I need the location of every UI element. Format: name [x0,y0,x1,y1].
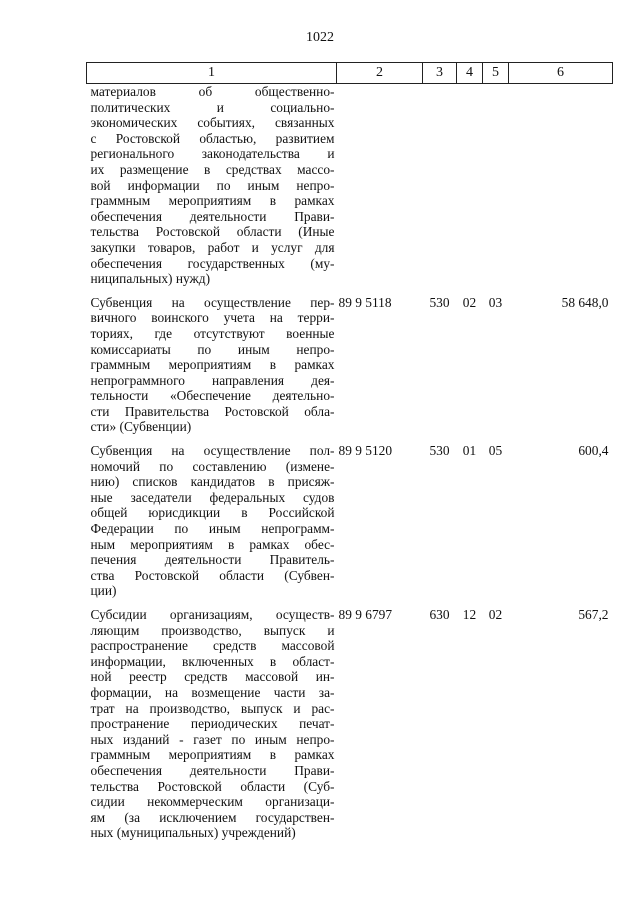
row-name-line: тельства Ростовской области (Суб- [90,778,335,794]
row-name-line: обеспечения деятельности Прави- [90,208,335,224]
row-name-line: сти Правительства Ростовской обла- [90,403,335,419]
row-name-line: формации, на возмещение части за- [90,684,335,700]
row-name-line: общей юрисдикции в Российской [90,505,335,521]
row-name-line: комиссариаты по иным непро- [90,341,335,357]
row-subsection [483,84,509,287]
table-body [87,84,613,841]
row-section: 01 [462,443,477,459]
row-name-line: номочий по составлению (измене- [90,458,335,474]
budget-table [86,62,613,841]
row-name-line: Субсидии организациям, осуществ- [90,607,335,622]
row-name-line: материалов об общественно- [90,84,335,99]
row-name-line: Субвенция на осуществление пол- [90,443,335,459]
column-header: 2 [337,63,423,84]
row-name-line: вой информации по иным непро- [90,177,335,193]
row-name-line: ства Ростовской области (Субвен- [90,567,335,583]
row-name-line: их размещение в средствах массо- [90,161,335,177]
row-name-line: ные заседатели федеральных судов [90,489,335,505]
row-code: 89 9 5120 [338,443,393,459]
row-name-line: ных (муниципальных) учреждений) [90,825,296,841]
row-expense-type [423,84,457,287]
row-section: 12 [462,607,477,622]
row-name [87,84,337,287]
row-name-line: ным мероприятиям в рамках обес- [90,536,335,552]
column-header: 5 [483,63,509,84]
row-name-line: трат на производство, выпуск и рас- [90,700,335,716]
row-name-line: тельности «Обеспечение деятельно- [90,388,335,404]
row-section [457,84,483,287]
row-name-line: политических и социально- [90,99,335,115]
row-expense-type: 630 [429,607,450,622]
row-name-line: Субвенция на осуществление пер- [90,294,335,310]
row-name-line: регионального законодательства и [90,146,335,162]
row-name-line: нию) списков кандидатов в присяж- [90,474,335,490]
row-name [87,287,337,435]
column-header: 3 [423,63,457,84]
row-name-line: обеспечения государственных (му- [90,255,335,271]
row-name-line: экономических событиях, связанных [90,115,335,131]
row-name-line: непрограммного направления дея- [90,372,335,388]
row-name-line: вичного воинского учета на терри- [90,310,335,326]
row-name-line: ции) [90,583,117,599]
row-amount: 567,2 [578,607,609,622]
table-row [87,435,613,599]
page-number: 1022 [306,30,334,45]
row-section: 02 [462,294,477,310]
row-subsection: 02 [488,607,503,622]
row-name-line: сти» (Субвенции) [90,419,192,435]
row-code [337,84,423,287]
row-subsection: 03 [488,294,503,310]
row-subsection: 05 [488,443,503,459]
row-amount: 58 648,0 [561,294,609,310]
column-header: 1 [87,63,337,84]
row-name-line: ляющим производство, выпуск и [90,622,335,638]
row-name-line: тельства Ростовской области (Иные [90,224,335,240]
row-code: 89 9 6797 [338,607,393,622]
row-name-line: обеспечения деятельности Прави- [90,762,335,778]
row-name-line: ной реестр средств массовой ин- [90,669,335,685]
row-name-line: ториях, где отсутствуют военные [90,325,335,341]
row-name-line: печения деятельности Правитель- [90,552,335,568]
row-name-line: пространение периодических печат- [90,716,335,732]
table-row [87,287,613,435]
column-header: 6 [509,63,613,84]
row-name-line: информации, включенных в област- [90,653,335,669]
row-amount [509,84,613,287]
row-name-line: граммным мероприятиям в рамках [90,357,335,373]
row-name-line: ниципальных) нужд) [90,271,211,287]
row-expense-type: 530 [429,294,450,310]
row-name [87,599,337,841]
row-name-line: закупки товаров, работ и услуг для [90,239,335,255]
row-name-line: ных изданий - газет по иным непро- [90,731,335,747]
row-expense-type: 530 [429,443,450,459]
row-code: 89 9 5118 [338,294,392,310]
row-amount: 600,4 [578,443,609,459]
row-name-line: распространение средств массовой [90,638,335,654]
row-name-line: Федерации по иным непрограмм- [90,521,335,537]
row-name-line: граммным мероприятиям в рамках [90,193,335,209]
table-row [87,599,613,841]
column-header: 4 [457,63,483,84]
row-name-line: ям (за исключением государствен- [90,809,335,825]
row-name-line: с Ростовской областью, развитием [90,130,335,146]
row-name-line: сидии некоммерческим организаци- [90,794,335,810]
table-row [87,84,613,287]
table-header-row [87,63,613,84]
row-name-line: граммным мероприятиям в рамках [90,747,335,763]
row-name [87,435,337,599]
